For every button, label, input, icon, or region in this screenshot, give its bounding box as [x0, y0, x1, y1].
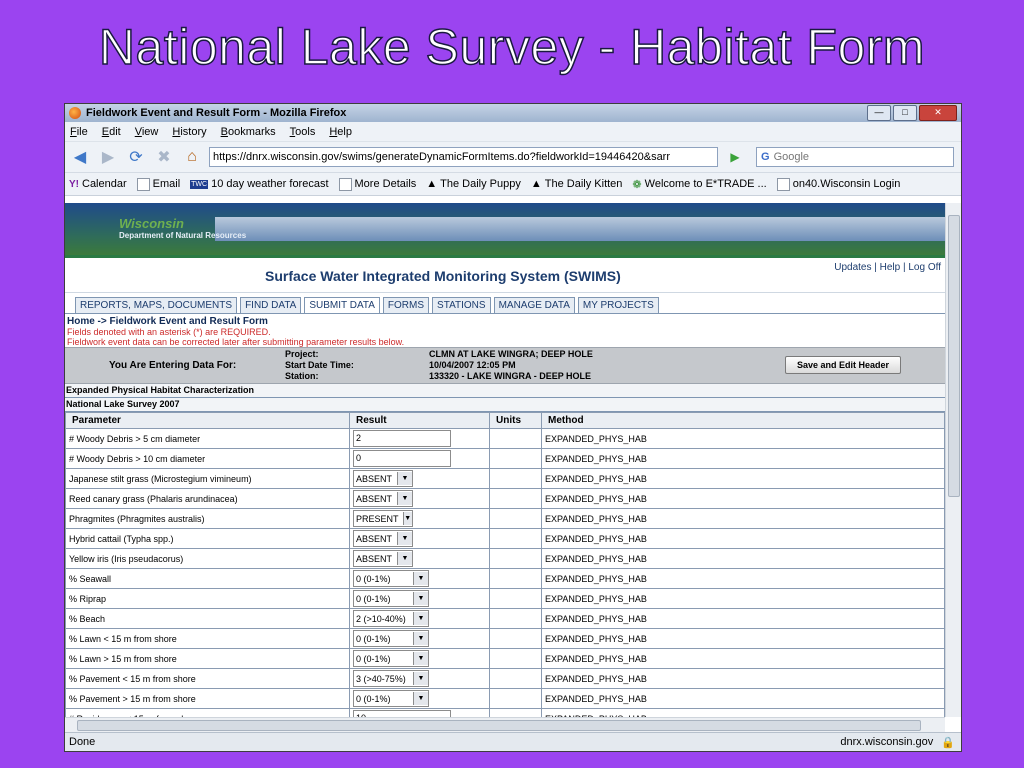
bookmark-calendar[interactable] — [69, 178, 127, 190]
result-cell — [350, 529, 490, 549]
result-select-value: PRESENT — [356, 513, 399, 524]
method-cell: EXPANDED_PHYS_HAB — [542, 669, 945, 689]
units-cell — [490, 609, 542, 629]
parameter-cell: Phragmites (Phragmites australis) — [66, 509, 350, 529]
slide-title: National Lake Survey - Habitat Form — [98, 19, 926, 75]
parameter-cell: Hybrid cattail (Typha spp.) — [66, 529, 350, 549]
result-select-value: 0 (0-1%) — [356, 633, 391, 644]
horizontal-scroll-thumb[interactable] — [77, 720, 921, 731]
bookmark-etrade[interactable] — [632, 178, 766, 191]
form-section-title: Expanded Physical Habitat Characterization — [65, 384, 945, 398]
result-select[interactable] — [353, 590, 429, 607]
station-label: Station: — [285, 371, 319, 381]
url-bar[interactable] — [209, 147, 718, 167]
result-select[interactable] — [353, 630, 429, 647]
table-row — [66, 489, 945, 509]
method-cell: EXPANDED_PHYS_HAB — [542, 569, 945, 589]
bookmark-on40-login[interactable] — [777, 178, 901, 191]
result-select-value: 2 (>10-40%) — [356, 613, 406, 624]
tab-stations[interactable]: STATIONS — [432, 297, 491, 313]
table-row — [66, 509, 945, 529]
bookmarks-toolbar — [65, 173, 961, 196]
table-row — [66, 569, 945, 589]
result-select-value: 0 (0-1%) — [356, 693, 391, 704]
correction-note: Fieldwork event data can be corrected later after submitting parameter results below. — [67, 337, 405, 347]
browser-window — [64, 103, 962, 752]
method-cell: EXPANDED_PHYS_HAB — [542, 549, 945, 569]
entering-data-label: You Are Entering Data For: — [109, 360, 237, 371]
tab-forms[interactable]: FORMS — [383, 297, 429, 313]
station-value: 133320 - LAKE WINGRA - DEEP HOLE — [429, 371, 592, 381]
chevron-down-icon[interactable]: ▼ — [413, 652, 428, 665]
vertical-scroll-thumb[interactable] — [948, 215, 960, 497]
forward-icon[interactable]: ▶ — [101, 149, 115, 166]
project-value: CLMN AT LAKE WINGRA; DEEP HOLE — [429, 349, 593, 359]
table-row — [66, 649, 945, 669]
result-select[interactable] — [353, 670, 429, 687]
search-input[interactable] — [756, 147, 954, 167]
tab-my-projects[interactable]: MY PROJECTS — [578, 297, 659, 313]
table-row — [66, 549, 945, 569]
start-value: 10/04/2007 12:05 PM — [429, 360, 516, 370]
window-titlebar — [65, 104, 961, 122]
result-select[interactable] — [353, 470, 413, 487]
result-select[interactable] — [353, 650, 429, 667]
chevron-down-icon[interactable]: ▼ — [397, 472, 412, 485]
chevron-down-icon[interactable]: ▼ — [413, 692, 428, 705]
units-cell — [490, 669, 542, 689]
result-select-value: 0 (0-1%) — [356, 573, 391, 584]
result-cell — [350, 609, 490, 629]
rss-icon: ▲ — [530, 178, 542, 190]
units-cell — [490, 469, 542, 489]
bookmark-label: Email — [152, 178, 181, 190]
result-select-value: ABSENT — [356, 533, 393, 544]
menu-history[interactable]: History — [172, 125, 207, 138]
units-cell — [490, 449, 542, 469]
table-row — [66, 429, 945, 449]
twc-icon: TWC — [191, 180, 208, 188]
chevron-down-icon[interactable]: ▼ — [413, 612, 428, 625]
method-cell: EXPANDED_PHYS_HAB — [542, 529, 945, 549]
parameter-cell: % Seawall — [66, 569, 350, 589]
units-cell — [490, 429, 542, 449]
result-select[interactable] — [353, 570, 429, 587]
required-note: Fields denoted with an asterisk (*) are REQUIRED. — [67, 327, 271, 337]
result-select[interactable] — [353, 690, 429, 707]
result-cell — [350, 429, 490, 449]
menu-tools[interactable]: Tools — [289, 125, 316, 138]
parameter-cell: % Beach — [66, 609, 350, 629]
result-cell — [350, 569, 490, 589]
lock-icon: 🔒 — [941, 736, 955, 749]
menu-file[interactable]: File — [70, 125, 88, 138]
start-label: Start Date Time: — [285, 360, 354, 370]
bookmark-label: The Daily Puppy — [440, 178, 521, 190]
units-cell — [490, 549, 542, 569]
units-cell — [490, 649, 542, 669]
method-cell: EXPANDED_PHYS_HAB — [542, 629, 945, 649]
google-icon: G — [761, 151, 770, 163]
result-select-value: ABSENT — [356, 473, 393, 484]
menu-help[interactable]: Help — [329, 125, 352, 138]
page-icon — [777, 178, 790, 191]
table-row — [66, 669, 945, 689]
table-header-row — [66, 413, 945, 429]
tab-manage-data[interactable]: MANAGE DATA — [494, 297, 575, 313]
entry-labels — [285, 349, 354, 382]
result-select-value: 0 (0-1%) — [356, 653, 391, 664]
result-select-value: 0 (0-1%) — [356, 593, 391, 604]
bookmark-weather[interactable] — [190, 178, 328, 190]
bookmark-label: 10 day weather forecast — [211, 178, 329, 190]
result-select[interactable] — [353, 490, 413, 507]
method-cell: EXPANDED_PHYS_HAB — [542, 429, 945, 449]
result-select-value: 3 (>40-75%) — [356, 673, 406, 684]
save-edit-header-button[interactable]: Save and Edit Header — [785, 356, 901, 374]
table-row — [66, 589, 945, 609]
breadcrumb: Home -> Fieldwork Event and Result Form — [67, 316, 268, 327]
parameter-cell: % Lawn > 15 m from shore — [66, 649, 350, 669]
result-select[interactable] — [353, 550, 413, 567]
back-icon[interactable]: ◀ — [73, 149, 87, 166]
window-title: Fieldwork Event and Result Form - Mozilla Firefox — [86, 107, 347, 119]
result-select[interactable] — [353, 530, 413, 547]
rss-icon: ▲ — [426, 178, 438, 190]
chevron-down-icon[interactable]: ▼ — [397, 492, 412, 505]
parameter-cell: % Lawn < 15 m from shore — [66, 629, 350, 649]
url-text: https://dnrx.wisconsin.gov/swims/generateDynamicFormItems.do?fieldworkId=19446420&sarr — [213, 151, 671, 163]
col-units: Units — [490, 413, 542, 429]
method-cell: EXPANDED_PHYS_HAB — [542, 449, 945, 469]
result-cell — [350, 589, 490, 609]
result-input[interactable]: 0 — [353, 450, 451, 467]
page-content — [65, 203, 945, 717]
menu-bar — [65, 122, 961, 142]
col-result: Result — [350, 413, 490, 429]
minimize-button[interactable]: — — [867, 105, 891, 121]
table-row — [66, 689, 945, 709]
bookmark-label: More Details — [354, 178, 417, 190]
stop-icon[interactable]: ✖ — [157, 149, 171, 166]
result-cell — [350, 489, 490, 509]
parameter-cell: Yellow iris (Iris pseudacorus) — [66, 549, 350, 569]
table-row — [66, 449, 945, 469]
parameter-cell: # Woody Debris > 5 cm diameter — [66, 429, 350, 449]
page-icon — [339, 178, 352, 191]
chevron-down-icon[interactable]: ▼ — [413, 672, 428, 685]
col-method: Method — [542, 413, 945, 429]
units-cell — [490, 489, 542, 509]
top-links[interactable]: Updates | Help | Log Off — [834, 262, 941, 273]
chevron-down-icon[interactable]: ▼ — [397, 532, 412, 545]
parameter-cell: % Pavement > 15 m from shore — [66, 689, 350, 709]
dnr-logo-subtitle: Department of Natural Resources — [119, 231, 247, 240]
method-cell: EXPANDED_PHYS_HAB — [542, 649, 945, 669]
tab-submit-data[interactable]: SUBMIT DATA — [304, 297, 380, 313]
bookmark-daily-kitten[interactable] — [531, 178, 623, 190]
menu-bookmarks[interactable]: Bookmarks — [220, 125, 276, 138]
units-cell — [490, 529, 542, 549]
status-domain: dnrx.wisconsin.gov — [840, 736, 934, 748]
chevron-down-icon[interactable]: ▼ — [413, 572, 428, 585]
table-row — [66, 629, 945, 649]
results-table — [65, 412, 945, 729]
menu-view[interactable]: View — [134, 125, 159, 138]
result-cell — [350, 449, 490, 469]
result-cell — [350, 629, 490, 649]
vertical-scrollbar[interactable] — [945, 203, 961, 717]
tab-find-data[interactable]: FIND DATA — [240, 297, 301, 313]
method-cell: EXPANDED_PHYS_HAB — [542, 689, 945, 709]
method-cell: EXPANDED_PHYS_HAB — [542, 609, 945, 629]
result-cell — [350, 649, 490, 669]
dnr-banner — [65, 203, 945, 258]
maximize-button[interactable]: □ — [893, 105, 917, 121]
search-placeholder: Google — [773, 151, 810, 163]
chevron-down-icon[interactable]: ▼ — [413, 632, 428, 645]
table-row — [66, 529, 945, 549]
parameter-cell: Japanese stilt grass (Microstegium vimineum) — [66, 469, 350, 489]
tab-reports[interactable]: REPORTS, MAPS, DOCUMENTS — [75, 297, 237, 313]
tab-bar — [65, 293, 945, 314]
page-icon — [137, 178, 150, 191]
chevron-down-icon[interactable]: ▼ — [403, 512, 412, 525]
horizontal-scrollbar[interactable] — [65, 717, 945, 733]
bookmark-label: Welcome to E*TRADE ... — [644, 178, 767, 190]
bookmark-label: on40.Wisconsin Login — [792, 178, 901, 190]
entry-header — [65, 347, 945, 384]
table-row — [66, 469, 945, 489]
bookmark-more-details[interactable] — [339, 178, 417, 191]
project-label: Project: — [285, 349, 319, 359]
method-cell: EXPANDED_PHYS_HAB — [542, 469, 945, 489]
result-select[interactable] — [353, 510, 413, 527]
result-cell — [350, 509, 490, 529]
menu-edit[interactable]: Edit — [101, 125, 121, 138]
bookmark-label: Calendar — [82, 178, 127, 190]
parameter-cell: % Riprap — [66, 589, 350, 609]
col-parameter: Parameter — [66, 413, 350, 429]
system-title: Surface Water Integrated Monitoring System (SWIMS) — [265, 268, 621, 284]
chevron-down-icon[interactable]: ▼ — [397, 552, 412, 565]
entry-values — [429, 349, 593, 382]
banner-band — [215, 217, 945, 241]
result-cell — [350, 689, 490, 709]
bookmark-email[interactable] — [137, 178, 181, 191]
etrade-icon: ❁ — [632, 178, 642, 191]
bookmark-daily-puppy[interactable] — [426, 178, 521, 190]
parameter-cell: # Woody Debris > 10 cm diameter — [66, 449, 350, 469]
units-cell — [490, 589, 542, 609]
result-cell — [350, 549, 490, 569]
navigation-toolbar — [65, 142, 961, 173]
result-select[interactable] — [353, 610, 429, 627]
units-cell — [490, 689, 542, 709]
method-cell: EXPANDED_PHYS_HAB — [542, 489, 945, 509]
home-icon[interactable]: ⌂ — [187, 148, 197, 165]
status-text: Done — [69, 736, 96, 748]
result-cell — [350, 469, 490, 489]
result-select-value: ABSENT — [356, 553, 393, 564]
method-cell: EXPANDED_PHYS_HAB — [542, 589, 945, 609]
dnr-logo-text: Wisconsin — [119, 216, 184, 231]
table-row — [66, 609, 945, 629]
method-cell: EXPANDED_PHYS_HAB — [542, 509, 945, 529]
yahoo-icon: Y! — [69, 178, 79, 190]
units-cell — [490, 509, 542, 529]
close-window-button[interactable]: ✕ — [919, 105, 957, 121]
reload-icon[interactable]: ⟳ — [129, 149, 143, 166]
result-input[interactable]: 2 — [353, 430, 451, 447]
survey-section-title: National Lake Survey 2007 — [65, 398, 945, 412]
status-bar — [65, 732, 961, 751]
parameter-cell: % Pavement < 15 m from shore — [66, 669, 350, 689]
chevron-down-icon[interactable]: ▼ — [413, 592, 428, 605]
units-cell — [490, 569, 542, 589]
bookmark-label: The Daily Kitten — [544, 178, 623, 190]
swims-header — [65, 258, 945, 293]
result-select-value: ABSENT — [356, 493, 393, 504]
parameter-cell: Reed canary grass (Phalaris arundinacea) — [66, 489, 350, 509]
firefox-icon — [69, 107, 81, 119]
result-cell — [350, 669, 490, 689]
go-icon[interactable]: ▶ — [730, 150, 740, 164]
units-cell — [490, 629, 542, 649]
